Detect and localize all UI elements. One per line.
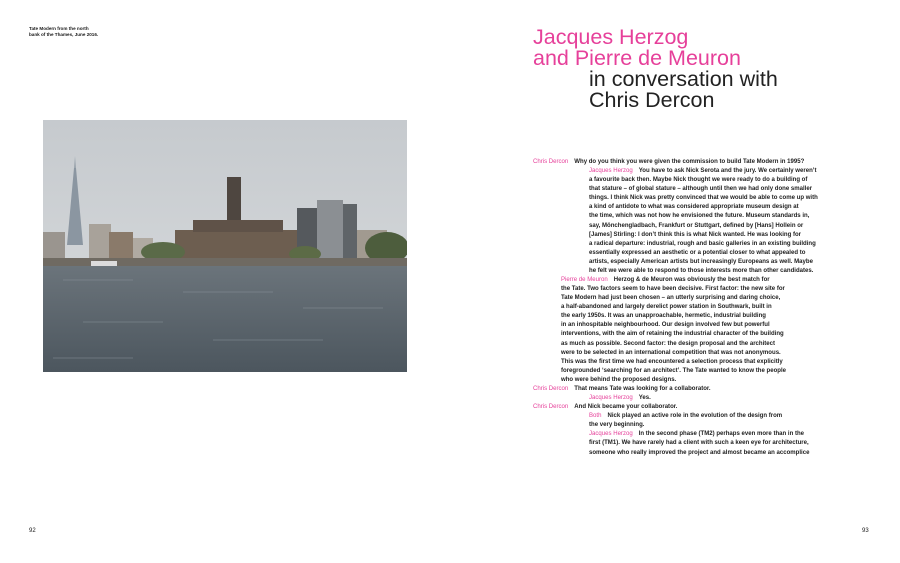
transcript-text: You have to ask Nick Serota and the jury. We certainly weren’t bbox=[638, 168, 817, 175]
transcript-line bbox=[533, 285, 833, 294]
transcript-line bbox=[533, 385, 833, 394]
transcript-text: essentially expressed an aesthetic or a potential closer to what appealed to bbox=[589, 249, 806, 256]
photo-caption bbox=[29, 26, 149, 38]
transcript-text: who were behind the proposed designs. bbox=[561, 376, 677, 383]
transcript-line bbox=[533, 439, 833, 448]
speaker-name: Jacques Herzog bbox=[589, 431, 633, 438]
transcript-line bbox=[533, 222, 833, 231]
transcript-text: in an inhospitable neighbourhood. Our design involved few but powerful bbox=[561, 322, 770, 329]
transcript-line bbox=[533, 267, 833, 276]
transcript-text: Herzog & de Meuron was obviously the best match for bbox=[613, 277, 770, 284]
transcript-line bbox=[533, 376, 833, 385]
transcript-text: And Nick became your collaborator. bbox=[574, 404, 678, 411]
speaker-name: Chris Dercon bbox=[533, 159, 569, 165]
transcript-line bbox=[533, 249, 833, 258]
article-title bbox=[533, 27, 778, 111]
transcript-line bbox=[533, 303, 833, 312]
transcript-line bbox=[533, 194, 833, 203]
transcript-line bbox=[533, 158, 833, 167]
title-line: and Pierre de Meuron bbox=[533, 46, 741, 70]
transcript-line bbox=[533, 349, 833, 358]
transcript-line bbox=[533, 203, 833, 212]
transcript-text: a half-abandoned and largely derelict power station in Southwark, built in bbox=[561, 304, 772, 311]
transcript-text: a favourite back then. Maybe Nick thought we were ready to do a building of bbox=[589, 177, 808, 184]
transcript-text: That means Tate was looking for a collaborator. bbox=[574, 385, 711, 392]
speaker-name: Both bbox=[589, 413, 602, 420]
transcript-text: [James] Stirling: I don’t think this is what Nick wanted. He was looking for bbox=[589, 231, 802, 238]
transcript-line bbox=[533, 412, 833, 421]
transcript-text: he felt we were able to respond to those interests more than other candidates. bbox=[589, 267, 814, 274]
transcript-text: Yes. bbox=[638, 395, 651, 402]
transcript-line bbox=[533, 185, 833, 194]
transcript-text: a radical departure: industrial, rough and basic galleries in an existing building bbox=[589, 240, 816, 247]
transcript-text: interventions, with the aim of retaining the industrial character of the building bbox=[561, 331, 784, 338]
speaker-name: Chris Dercon bbox=[533, 385, 569, 392]
speaker-name: Jacques Herzog bbox=[589, 168, 633, 175]
transcript-line bbox=[533, 176, 833, 185]
speaker-name: Jacques Herzog bbox=[589, 395, 633, 402]
transcript-text: someone who really improved the project and almost became an accomplice bbox=[589, 449, 810, 456]
transcript-text: the time, which was not how he envisioned the future. Museum standards in, bbox=[589, 213, 810, 220]
transcript-text: the Tate. Two factors seem to have been decisive. First factor: the new site for bbox=[561, 286, 785, 293]
transcript-text: artists, especially American artists but increasingly Europeans as well. Maybe bbox=[589, 258, 813, 265]
title-line: Jacques Herzog bbox=[533, 25, 689, 49]
transcript-line bbox=[533, 421, 833, 430]
transcript-text: say, Mönchengladbach, Frankfurt or Stuttgart, defined by [Hans] Hollein or bbox=[589, 222, 804, 229]
transcript-line bbox=[533, 321, 833, 330]
transcript-text: foregrounded ‘searching for an architect’. The Tate wanted to know the people bbox=[561, 367, 786, 374]
transcript-line bbox=[533, 258, 833, 267]
transcript-text: In the second phase (TM2) perhaps even more than in the bbox=[638, 431, 805, 438]
caption-line: Tate Modern from the north bbox=[29, 26, 89, 31]
transcript-line bbox=[533, 367, 833, 376]
page-number-left: 92 bbox=[29, 528, 36, 534]
transcript-text: This was the first time we had encountered a selection process that explicitly bbox=[561, 358, 783, 365]
transcript-line bbox=[533, 240, 833, 249]
transcript-text: Why do you think you were given the commission to build Tate Modern in 1995? bbox=[574, 159, 805, 165]
transcript-line bbox=[533, 330, 833, 339]
transcript-text: Tate Modern had just been chosen – an utterly surprising and daring choice, bbox=[561, 295, 781, 302]
transcript-text: as much as possible. Second factor: the design proposal and the architect bbox=[561, 340, 776, 347]
speaker-name: Pierre de Meuron bbox=[561, 277, 608, 284]
interview-transcript bbox=[533, 158, 833, 458]
transcript-text: that stature – of global stature – although until then we had only done smaller bbox=[589, 186, 813, 193]
transcript-line bbox=[533, 312, 833, 321]
tate-modern-photo bbox=[43, 120, 407, 372]
title-line: in conversation with bbox=[589, 67, 778, 91]
transcript-line bbox=[533, 167, 833, 176]
transcript-line bbox=[533, 358, 833, 367]
transcript-text: the early 1950s. It was an unapproachable, hermetic, industrial building bbox=[561, 313, 766, 320]
transcript-line bbox=[533, 340, 833, 349]
transcript-text: first (TM1). We have rarely had a client with such a keen eye for architecture, bbox=[589, 440, 809, 447]
transcript-line bbox=[533, 449, 833, 458]
transcript-line bbox=[533, 276, 833, 285]
transcript-line bbox=[533, 212, 833, 221]
transcript-text: were to be selected in an international competition that was not anonymous. bbox=[561, 349, 781, 356]
transcript-line bbox=[533, 294, 833, 303]
speaker-name: Chris Dercon bbox=[533, 404, 569, 411]
transcript-line bbox=[533, 403, 833, 412]
transcript-text: a kind of antidote to what was considered appropriate museum design at bbox=[589, 204, 799, 211]
transcript-text: things. I think Nick was pretty convinced that we would be able to come up with bbox=[589, 195, 818, 202]
caption-line: bank of the Thames, June 2016. bbox=[29, 32, 99, 37]
transcript-line bbox=[533, 231, 833, 240]
transcript-text: Nick played an active role in the evolution of the design from bbox=[607, 413, 783, 420]
page-number-right: 93 bbox=[862, 528, 869, 534]
transcript-line bbox=[533, 430, 833, 439]
transcript-text: the very beginning. bbox=[589, 422, 645, 429]
transcript-line bbox=[533, 394, 833, 403]
title-line: Chris Dercon bbox=[589, 88, 715, 112]
